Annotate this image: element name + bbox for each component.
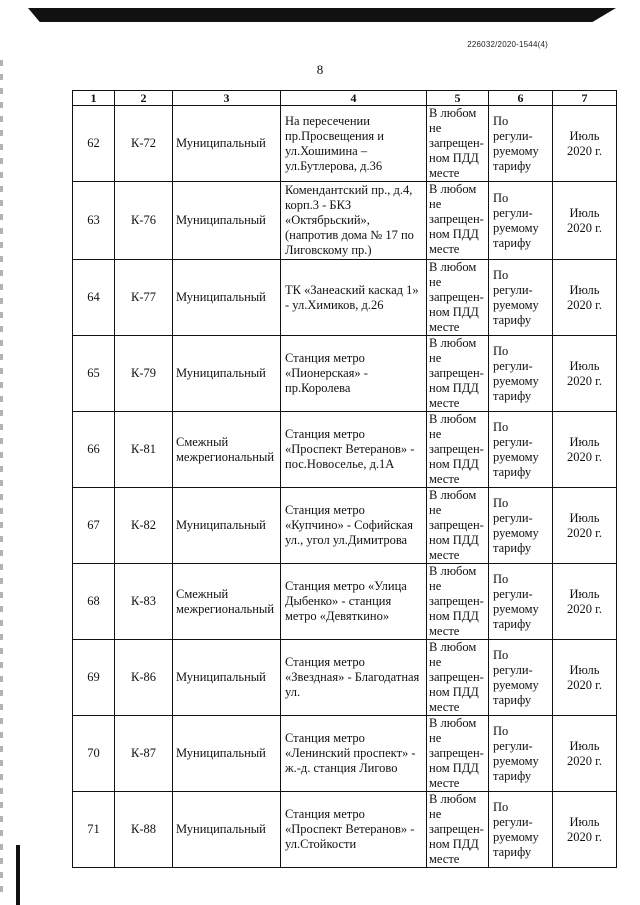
stop-rule-cell: В любом не запрещен-ном ПДД месте	[427, 564, 489, 640]
document-number: 226032/2020-1544(4)	[467, 40, 548, 49]
route-path-cell: Комендантский пр., д.4, корп.3 - БКЗ «Октябрьский», (напротив дома № 17 по Лиговскому пр.)	[281, 182, 427, 260]
column-header: 3	[173, 91, 281, 106]
table-header-row	[73, 91, 617, 106]
tariff-cell: По регули-руемому тарифу	[489, 336, 553, 412]
route-path-cell: Станция метро «Купчино» - Софийская ул., угол ул.Димитрова	[281, 488, 427, 564]
route-path-cell: Станция метро «Ленинский проспект» - ж.-д. станция Лигово	[281, 716, 427, 792]
route-code-cell: К-81	[115, 412, 173, 488]
stop-rule-cell: В любом не запрещен-ном ПДД месте	[427, 106, 489, 182]
route-type-cell: Муниципальный	[173, 488, 281, 564]
stop-rule-cell: В любом не запрещен-ном ПДД месте	[427, 260, 489, 336]
routes-table	[72, 90, 617, 868]
table-row	[73, 640, 617, 716]
route-path-cell: Станция метро «Звездная» - Благодатная ул.	[281, 640, 427, 716]
route-type-cell: Муниципальный	[173, 336, 281, 412]
stop-rule-cell: В любом не запрещен-ном ПДД месте	[427, 336, 489, 412]
tariff-cell: По регули-руемому тарифу	[489, 716, 553, 792]
route-code-cell: К-77	[115, 260, 173, 336]
row-number-cell: 70	[73, 716, 115, 792]
stop-rule-cell: В любом не запрещен-ном ПДД месте	[427, 488, 489, 564]
table-row	[73, 412, 617, 488]
start-date-cell: Июль 2020 г.	[553, 716, 617, 792]
scan-left-edge	[0, 60, 3, 900]
column-header: 4	[281, 91, 427, 106]
column-header: 7	[553, 91, 617, 106]
route-code-cell: К-86	[115, 640, 173, 716]
tariff-cell: По регули-руемому тарифу	[489, 182, 553, 260]
column-header: 2	[115, 91, 173, 106]
route-path-cell: Станция метро «Улица Дыбенко» - станция метро «Девяткино»	[281, 564, 427, 640]
start-date-cell: Июль 2020 г.	[553, 640, 617, 716]
row-number-cell: 62	[73, 106, 115, 182]
column-header: 6	[489, 91, 553, 106]
row-number-cell: 64	[73, 260, 115, 336]
table-row	[73, 564, 617, 640]
row-number-cell: 67	[73, 488, 115, 564]
route-type-cell: Муниципальный	[173, 792, 281, 868]
route-type-cell: Муниципальный	[173, 106, 281, 182]
route-code-cell: К-87	[115, 716, 173, 792]
start-date-cell: Июль 2020 г.	[553, 336, 617, 412]
start-date-cell: Июль 2020 г.	[553, 792, 617, 868]
route-type-cell: Смежный межрегиональный	[173, 412, 281, 488]
start-date-cell: Июль 2020 г.	[553, 412, 617, 488]
start-date-cell: Июль 2020 г.	[553, 488, 617, 564]
scan-left-mark	[16, 845, 20, 905]
route-type-cell: Смежный межрегиональный	[173, 564, 281, 640]
tariff-cell: По регули-руемому тарифу	[489, 564, 553, 640]
row-number-cell: 63	[73, 182, 115, 260]
route-code-cell: К-72	[115, 106, 173, 182]
stop-rule-cell: В любом не запрещен-ном ПДД месте	[427, 792, 489, 868]
stop-rule-cell: В любом не запрещен-ном ПДД месте	[427, 182, 489, 260]
route-code-cell: К-76	[115, 182, 173, 260]
route-code-cell: К-82	[115, 488, 173, 564]
route-path-cell: Станция метро «Пионерская» - пр.Королева	[281, 336, 427, 412]
row-number-cell: 68	[73, 564, 115, 640]
stop-rule-cell: В любом не запрещен-ном ПДД месте	[427, 412, 489, 488]
column-header: 1	[73, 91, 115, 106]
row-number-cell: 66	[73, 412, 115, 488]
start-date-cell: Июль 2020 г.	[553, 260, 617, 336]
column-header: 5	[427, 91, 489, 106]
tariff-cell: По регули-руемому тарифу	[489, 488, 553, 564]
route-type-cell: Муниципальный	[173, 716, 281, 792]
row-number-cell: 69	[73, 640, 115, 716]
table-row	[73, 182, 617, 260]
table-row	[73, 260, 617, 336]
route-type-cell: Муниципальный	[173, 260, 281, 336]
tariff-cell: По регули-руемому тарифу	[489, 640, 553, 716]
start-date-cell: Июль 2020 г.	[553, 106, 617, 182]
stop-rule-cell: В любом не запрещен-ном ПДД месте	[427, 716, 489, 792]
route-path-cell: Станция метро «Проспект Ветеранов» - пос.Новоселье, д.1А	[281, 412, 427, 488]
route-type-cell: Муниципальный	[173, 640, 281, 716]
route-path-cell: Станция метро «Проспект Ветеранов» - ул.Стойкости	[281, 792, 427, 868]
page-number: 8	[316, 62, 324, 77]
tariff-cell: По регули-руемому тарифу	[489, 792, 553, 868]
route-path-cell: ТК «Занеаский каскад 1» - ул.Химиков, д.26	[281, 260, 427, 336]
table-row	[73, 336, 617, 412]
route-type-cell: Муниципальный	[173, 182, 281, 260]
route-code-cell: К-88	[115, 792, 173, 868]
row-number-cell: 71	[73, 792, 115, 868]
start-date-cell: Июль 2020 г.	[553, 564, 617, 640]
table-row	[73, 716, 617, 792]
start-date-cell: Июль 2020 г.	[553, 182, 617, 260]
tariff-cell: По регули-руемому тарифу	[489, 106, 553, 182]
table-row	[73, 106, 617, 182]
table-row	[73, 488, 617, 564]
tariff-cell: По регули-руемому тарифу	[489, 260, 553, 336]
stop-rule-cell: В любом не запрещен-ном ПДД месте	[427, 640, 489, 716]
route-code-cell: К-79	[115, 336, 173, 412]
tariff-cell: По регули-руемому тарифу	[489, 412, 553, 488]
table-row	[73, 792, 617, 868]
route-code-cell: К-83	[115, 564, 173, 640]
row-number-cell: 65	[73, 336, 115, 412]
scan-top-border	[28, 8, 616, 22]
route-path-cell: На пересечении пр.Просвещения и ул.Хошимина – ул.Бутлерова, д.36	[281, 106, 427, 182]
